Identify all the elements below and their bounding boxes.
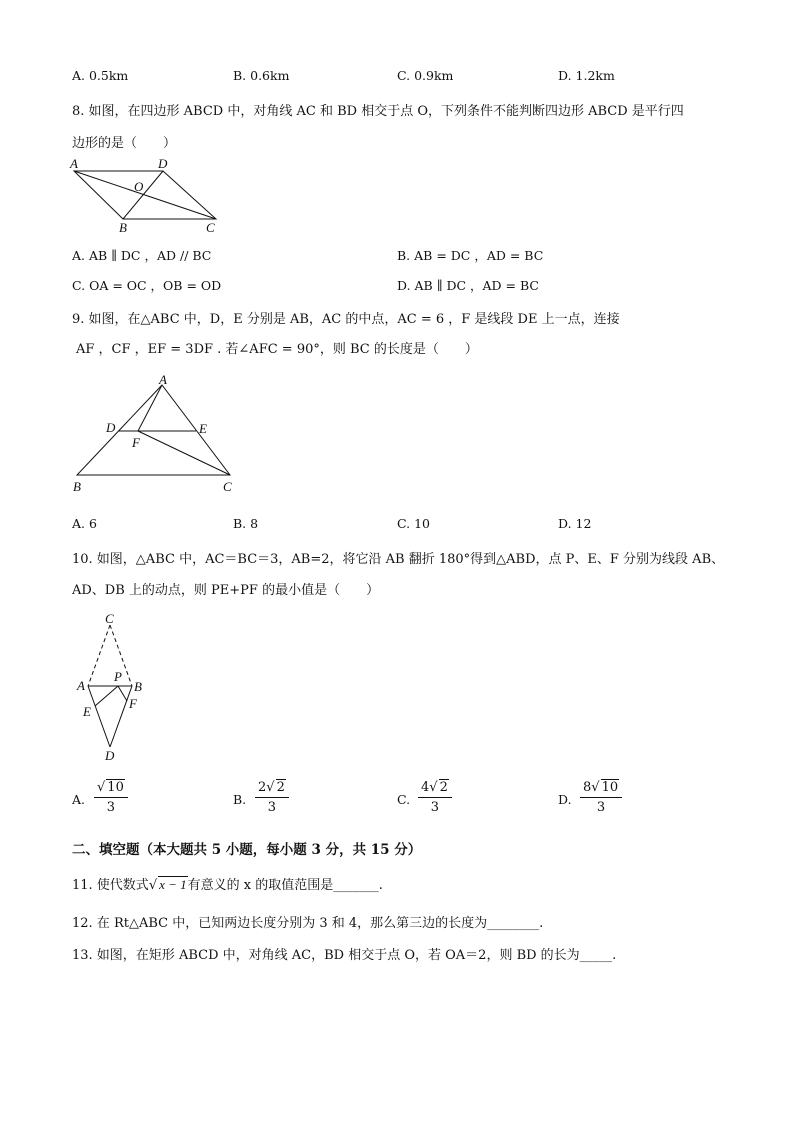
q10-label-p: P (114, 669, 122, 684)
q10-label-a: A (77, 678, 85, 693)
q10-figure-rhombus (70, 610, 160, 762)
q9-option-d: D. 12 (558, 516, 592, 531)
q10-option-c-coef: 4 (421, 780, 430, 795)
q10-option-c-radicand: 2 (439, 780, 448, 795)
q8-label-o: O (134, 179, 144, 194)
q9-figure-triangle (66, 370, 246, 498)
q10-option-b-denominator: 3 (267, 800, 277, 815)
q10-option-c-fraction: $\frac{4√ 2}{3}$ (418, 780, 452, 815)
q8-stem-line1: 8. 如图，在四边形 ABCD 中，对角线 AC 和 BD 相交于点 O，下列条件不能判断四边形 ABCD 是平行四 (72, 104, 684, 119)
q10-option-c-denominator: 3 (430, 800, 440, 815)
q10-label-b: B (134, 679, 142, 694)
q9-label-b: B (73, 479, 81, 494)
q9-label-a: A (159, 372, 167, 387)
section-2-heading: 二、填空题（本大题共 5 小题，每小题 3 分，共 15 分） (72, 842, 422, 858)
q9-label-f: F (132, 435, 140, 450)
q11-suffix: 有意义的 x 的取值范围是_______. (187, 878, 383, 893)
q8-figure-parallelogram (66, 156, 226, 236)
q9-stem-line1: 9. 如图，在△ABC 中，D，E 分别是 AB，AC 的中点，AC = 6 ，F 是线段 DE 上一点，连接 (72, 312, 620, 327)
q8-label-b: B (119, 220, 127, 235)
q8-label-d: D (158, 156, 168, 171)
q9-label-c: C (223, 479, 232, 494)
q10-option-a-fraction: $\frac{√ 10}{3}$ (94, 780, 128, 815)
q8-stem-line2: 边形的是（ ） (72, 136, 177, 151)
q7-option-c: C. 0.9km (397, 68, 454, 83)
q9-stem-line2: AF ，CF ，EF = 3DF . 若∠AFC = 90°，则 BC 的长度是（ ） (76, 342, 478, 357)
q11-radicand: x − 1 (159, 877, 187, 892)
q10-label-c: C (105, 611, 114, 626)
q9-option-c: C. 10 (397, 516, 430, 531)
q10-option-c-letter: C. (397, 792, 411, 807)
q10-stem-line1: 10. 如图，△ABC 中，AC＝BC＝3，AB=2，将它沿 AB 翻折 180°得到△ABD，点 P、E、F 分别为线段 AB、 (72, 552, 725, 567)
q9-label-d: D (106, 420, 116, 435)
q12-stem: 12. 在 Rt△ABC 中，已知两边长度分别为 3 和 4，那么第三边的长度为________. (72, 916, 544, 931)
q11-stem: 11. 使代数式√ x − 1有意义的 x 的取值范围是_______. (72, 877, 383, 893)
q10-option-a-denominator: 3 (106, 800, 116, 815)
q8-label-a: A (70, 156, 78, 171)
q10-option-a-letter: A. (72, 792, 86, 807)
q10-option-d-denominator: 3 (596, 800, 606, 815)
q10-option-d-coef: 8 (583, 780, 592, 795)
q9-option-a: A. 6 (72, 516, 97, 531)
q8-option-a: A. AB ∥ DC ，AD // BC (72, 248, 212, 263)
q8-option-d: D. AB ∥ DC ，AD = BC (397, 278, 539, 293)
q7-option-d: D. 1.2km (558, 68, 615, 83)
q8-option-b: B. AB = DC ，AD = BC (397, 248, 544, 263)
q10-label-f: F (129, 696, 137, 711)
q10-option-d-fraction: $\frac{8√ 10}{3}$ (580, 780, 622, 815)
q10-option-d-letter: D. (558, 792, 572, 807)
q10-option-b-coef: 2 (258, 780, 267, 795)
q10-stem-line2: AD、DB 上的动点，则 PE+PF 的最小值是（ ） (72, 583, 380, 598)
q10-option-b-radicand: 2 (276, 780, 285, 795)
q10-option-b-fraction: $\frac{2√ 2}{3}$ (255, 780, 289, 815)
q10-label-e: E (83, 704, 91, 719)
q13-stem: 13. 如图，在矩形 ABCD 中，对角线 AC，BD 相交于点 O，若 OA＝2，则 BD 的长为_____. (72, 948, 617, 963)
q7-option-b: B. 0.6km (233, 68, 290, 83)
q10-label-d: D (105, 748, 115, 762)
q10-option-a-radicand: 10 (107, 780, 124, 795)
q9-option-b: B. 8 (233, 516, 259, 531)
q11-prefix: 11. 使代数式 (72, 878, 149, 893)
q10-option-d-radicand: 10 (601, 780, 619, 795)
q10-option-b-letter: B. (233, 792, 247, 807)
q9-label-e: E (199, 421, 207, 436)
q7-option-a: A. 0.5km (72, 68, 129, 83)
q8-option-c: C. OA = OC ，OB = OD (72, 278, 222, 293)
q8-label-c: C (206, 220, 215, 235)
